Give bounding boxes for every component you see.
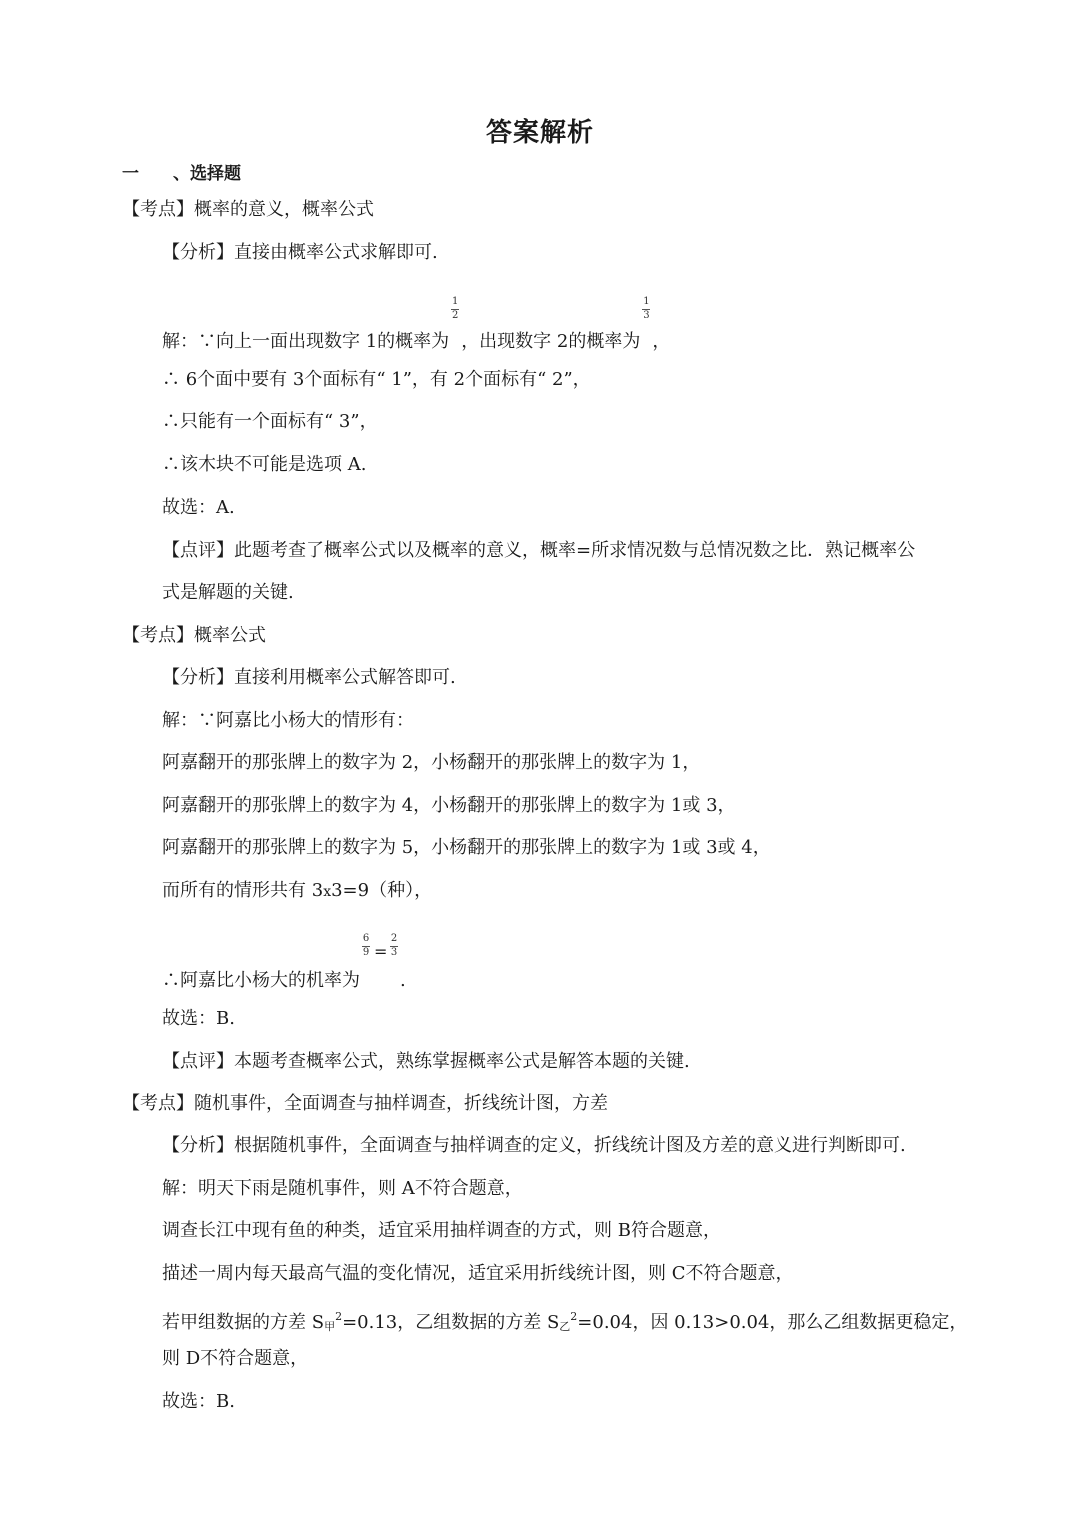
superscript-two: 2 <box>335 1310 343 1323</box>
fraction-numerator: 1 <box>452 296 459 307</box>
multiply-sign: x <box>323 884 332 900</box>
q2-solution-line-5 <box>162 879 432 904</box>
q2-solution-line-4: 阿嘉翻开的那张牌上的数字为 5，小杨翻开的那张牌上的数字为 1或 3或 4， <box>162 837 771 858</box>
fraction-two-thirds <box>388 933 400 986</box>
section-number: 一 <box>122 164 139 184</box>
q1-solution-line-3: ∴只能有一个面标有“ 3”， <box>162 411 378 432</box>
fraction-denominator: 2 <box>452 310 459 321</box>
q2-solution-line-1: 解：∵阿嘉比小杨大的情形有： <box>162 710 414 731</box>
q3-variance-text-c: =0.04，因 0.13>0.04，那么乙组数据更稳定， <box>577 1312 968 1333</box>
q1-solution-line-2: ∴ 6个面中要有 3个面标有“ 1”，有 2个面标有“ 2”， <box>162 369 591 390</box>
q1-solution-line-4: ∴该木块不可能是选项 A. <box>162 454 367 475</box>
fraction-numerator: 2 <box>390 933 398 944</box>
q1-answer: 故选：A. <box>162 497 235 518</box>
fraction-one-third <box>640 296 652 347</box>
fraction-denominator: 3 <box>390 947 398 958</box>
page-title: 答案解析 <box>485 118 594 148</box>
fraction-denominator: 3 <box>643 310 650 321</box>
equals-sign: = <box>374 942 388 961</box>
q2-period: . <box>400 970 406 991</box>
q3-kaodian: 【考点】随机事件，全面调查与抽样调查，折线统计图，方差 <box>122 1093 608 1114</box>
q3-solution-line-4 <box>162 1305 967 1339</box>
q1-solution-line-1 <box>162 296 671 354</box>
q2-total-text-b: 3=9（种）， <box>331 880 433 901</box>
equals-sign-wrap <box>372 942 388 986</box>
q3-solution-line-1: 解：明天下雨是随机事件，则 A不符合题意， <box>162 1178 523 1199</box>
subscript-jia: 甲 <box>324 1320 336 1333</box>
fraction-one-half <box>449 296 461 347</box>
q2-dianping: 【点评】本题考查概率公式，熟练掌握概率公式是解答本题的关键. <box>162 1051 690 1072</box>
q1-dianping-2: 式是解题的关键. <box>162 582 294 603</box>
q2-fenxi: 【分析】直接利用概率公式解答即可. <box>162 667 456 688</box>
fraction-numerator: 6 <box>362 933 370 944</box>
q1-sol-text-b: ，出现数字 2的概率为 <box>461 331 641 352</box>
q3-solution-line-5: 则 D不符合题意， <box>162 1348 309 1369</box>
q2-kaodian: 【考点】概率公式 <box>122 625 266 646</box>
q1-dianping-1: 【点评】此题考查了概率公式以及概率的意义，概率=所求情况数与总情况数之比．熟记概率公 <box>162 540 916 561</box>
q3-variance-text-a: 若甲组数据的方差 S <box>162 1312 325 1333</box>
subscript-yi: 乙 <box>559 1320 571 1333</box>
q3-solution-line-2: 调查长江中现有鱼的种类，适宜采用抽样调查的方式，则 B符合题意， <box>162 1220 721 1241</box>
fraction-numerator: 1 <box>643 296 650 307</box>
fraction-six-ninths <box>360 933 372 986</box>
q2-solution-line-3: 阿嘉翻开的那张牌上的数字为 4，小杨翻开的那张牌上的数字为 1或 3， <box>162 795 736 816</box>
section-label: 、选择题 <box>173 164 241 184</box>
q3-variance-text-b: =0.13，乙组数据的方差 S <box>342 1312 560 1333</box>
superscript-two: 2 <box>570 1310 578 1323</box>
q2-answer: 故选：B. <box>162 1008 235 1029</box>
q1-kaodian: 【考点】概率的意义，概率公式 <box>122 199 374 220</box>
q1-fenxi: 【分析】直接由概率公式求解即可. <box>162 242 438 263</box>
q3-answer: 故选：B. <box>162 1391 235 1412</box>
q3-fenxi: 【分析】根据随机事件，全面调查与抽样调查的定义，折线统计图及方差的意义进行判断即可. <box>162 1135 906 1156</box>
q3-solution-line-3: 描述一周内每天最高气温的变化情况，适宜采用折线统计图，则 C不符合题意， <box>162 1263 794 1284</box>
q2-probability-text: ∴阿嘉比小杨大的机率为 <box>162 970 360 991</box>
q1-sol-text-c: ， <box>652 331 671 352</box>
q1-sol-text-a: 解：∵向上一面出现数字 1的概率为 <box>162 331 450 352</box>
fraction-denominator: 9 <box>362 947 370 958</box>
q2-solution-line-6 <box>162 933 406 993</box>
q2-total-text-a: 而所有的情形共有 3 <box>162 880 324 901</box>
section-heading <box>122 162 241 186</box>
q2-solution-line-2: 阿嘉翻开的那张牌上的数字为 2，小杨翻开的那张牌上的数字为 1， <box>162 752 701 773</box>
